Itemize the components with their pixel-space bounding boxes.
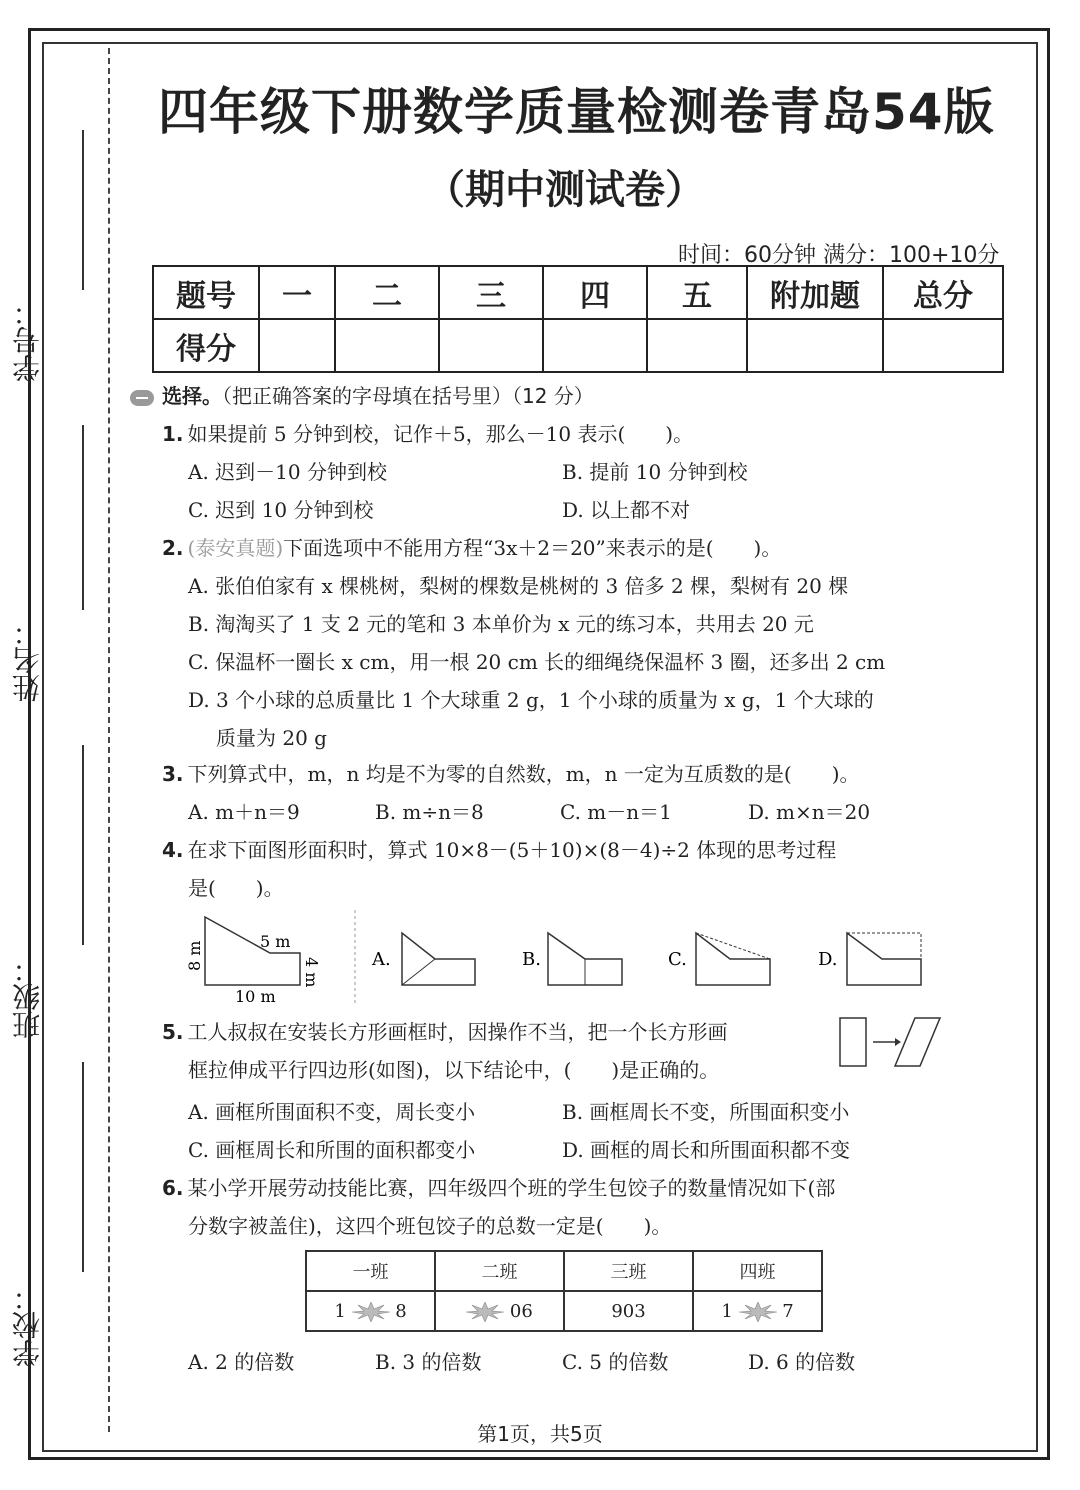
time-info: 时间：60分钟 满分：100+10分	[678, 243, 1000, 268]
q4-option-a-shape[interactable]	[402, 933, 475, 985]
score-header-cell: 二	[335, 266, 439, 319]
q5-option-b[interactable]: B. 画框周长不变，所围面积变小	[562, 1100, 850, 1124]
question-2	[162, 532, 781, 561]
side-line-student-id[interactable]	[82, 130, 84, 290]
section-title: 选择。	[162, 384, 222, 408]
score-header-cell: 一	[259, 266, 335, 319]
q5-option-a[interactable]: A. 画框所围面积不变，周长变小	[188, 1100, 476, 1124]
question-number: 4.	[162, 838, 184, 862]
covered-digits-icon	[352, 1302, 390, 1322]
q3-option-b[interactable]: B. m÷n＝8	[375, 800, 484, 824]
score-header-cell: 三	[439, 266, 543, 319]
cut-line	[108, 48, 110, 1432]
digits-before: 1	[721, 1300, 733, 1322]
page-footer: 第1页，共5页	[477, 1422, 603, 1446]
score-cell[interactable]	[439, 319, 543, 372]
covered-digits-icon	[739, 1302, 777, 1322]
dumpling-header-row	[306, 1251, 822, 1291]
q4-a-diag	[402, 959, 435, 985]
side-line-school[interactable]	[82, 1062, 84, 1272]
q3-option-c[interactable]: C. m－n＝1	[560, 800, 672, 824]
q3-option-d[interactable]: D. m×n＝20	[748, 800, 871, 824]
q4-option-d-label[interactable]: D.	[818, 949, 838, 970]
question-number: 5.	[162, 1020, 184, 1044]
dumpling-table	[305, 1250, 823, 1332]
question-4-cont: 是( )。	[188, 876, 284, 900]
question-text: 工人叔叔在安装长方形画框时，因操作不当，把一个长方形画	[187, 1020, 728, 1044]
score-cell[interactable]	[259, 319, 335, 372]
page-subtitle: （期中测试卷）	[425, 167, 705, 213]
q6-option-a[interactable]: A. 2 的倍数	[188, 1350, 295, 1374]
question-source: (泰安真题)	[187, 536, 284, 560]
score-cell[interactable]	[543, 319, 647, 372]
q5-option-d[interactable]: D. 画框的周长和所围面积都不变	[562, 1138, 851, 1162]
side-label-school: 学校：	[11, 1283, 44, 1367]
side-label-class: 班级：	[11, 955, 44, 1039]
section-heading	[130, 380, 594, 409]
question-number: 3.	[162, 762, 184, 786]
score-header-cell: 四	[543, 266, 647, 319]
score-header-cell: 五	[647, 266, 747, 319]
page-title: 四年级下册数学质量检测卷青岛54版	[158, 83, 995, 141]
dumpling-value-cell	[564, 1291, 693, 1331]
question-number: 1.	[162, 422, 184, 446]
q4-figure	[180, 905, 940, 1015]
score-header-cell: 题号	[153, 266, 259, 319]
question-6-cont: 分数字被盖住)，这四个班包饺子的总数一定是( )。	[188, 1214, 672, 1238]
dumpling-header-cell: 三班	[564, 1251, 693, 1291]
q1-option-a[interactable]: A. 迟到－10 分钟到校	[188, 460, 387, 484]
q4-option-d-shape[interactable]	[847, 933, 921, 985]
q6-option-d[interactable]: D. 6 的倍数	[748, 1350, 856, 1374]
question-3	[162, 758, 860, 787]
fig-label-top: 5 m	[260, 932, 291, 951]
side-label-name: 姓名：	[11, 618, 44, 702]
question-text: 下面选项中不能用方程“3x＋2＝20”来表示的是( )。	[283, 536, 782, 560]
score-table-header-row	[153, 266, 1003, 319]
q6-option-c[interactable]: C. 5 的倍数	[562, 1350, 669, 1374]
side-line-class[interactable]	[82, 745, 84, 945]
digits-after: 06	[509, 1300, 533, 1322]
score-row-label: 得分	[153, 319, 259, 372]
dumpling-header-cell: 四班	[693, 1251, 822, 1291]
q2-option-c[interactable]: C. 保温杯一圈长 x cm，用一根 20 cm 长的细绳绕保温杯 3 圈，还多出 2 cm	[188, 650, 886, 674]
q4-option-c-shape[interactable]	[696, 933, 770, 985]
q2-option-a[interactable]: A. 张伯伯家有 x 棵桃树，梨树的棵数是桃树的 3 倍多 2 棵，梨树有 20 棵	[188, 574, 849, 598]
score-cell[interactable]	[883, 319, 1003, 372]
score-cell[interactable]	[747, 319, 883, 372]
side-line-name[interactable]	[82, 425, 84, 610]
score-header-cell: 总分	[883, 266, 1003, 319]
digits-after: 7	[782, 1300, 794, 1322]
q2-option-d[interactable]: D. 3 个小球的总质量比 1 个大球重 2 g，1 个小球的质量为 x g，1 个大球的	[188, 688, 874, 712]
q1-option-b[interactable]: B. 提前 10 分钟到校	[562, 460, 748, 484]
dumpling-value-cell	[435, 1291, 564, 1331]
rectangle-frame	[840, 1018, 866, 1066]
question-number: 6.	[162, 1176, 184, 1200]
q1-option-d[interactable]: D. 以上都不对	[562, 498, 691, 522]
q1-option-c[interactable]: C. 迟到 10 分钟到校	[188, 498, 374, 522]
question-5	[162, 1016, 728, 1045]
question-1	[162, 418, 693, 447]
digits-before: 1	[334, 1300, 346, 1322]
question-text: 下列算式中，m，n 均是不为零的自然数，m，n 一定为互质数的是( )。	[187, 762, 860, 786]
question-text: 如果提前 5 分钟到校，记作＋5，那么－10 表示( )。	[187, 422, 694, 446]
q3-option-a[interactable]: A. m＋n＝9	[188, 800, 300, 824]
score-table	[152, 265, 1004, 373]
q5-option-c[interactable]: C. 画框周长和所围的面积都变小	[188, 1138, 476, 1162]
fig-label-bottom: 10 m	[235, 987, 276, 1006]
dumpling-header-cell: 二班	[435, 1251, 564, 1291]
dumpling-value-row	[306, 1291, 822, 1331]
q4-d-dash	[847, 933, 921, 959]
q4-option-c-label[interactable]: C.	[668, 949, 687, 970]
score-table-score-row	[153, 319, 1003, 372]
score-header-cell: 附加题	[747, 266, 883, 319]
question-4	[162, 834, 836, 863]
trapezoid-shape	[205, 917, 300, 985]
covered-digits-icon	[466, 1302, 504, 1322]
score-cell[interactable]	[335, 319, 439, 372]
score-cell[interactable]	[647, 319, 747, 372]
dumpling-value-cell	[693, 1291, 822, 1331]
question-text: 某小学开展劳动技能比赛，四年级四个班的学生包饺子的数量情况如下(部	[187, 1176, 836, 1200]
question-6	[162, 1172, 835, 1201]
question-number: 2.	[162, 536, 184, 560]
q4-option-a-label[interactable]: A.	[372, 949, 391, 970]
q5-figure	[835, 1014, 945, 1072]
q2-option-d-cont: 质量为 20 g	[216, 726, 327, 750]
fig-label-left: 8 m	[185, 940, 204, 971]
q4-option-b-label[interactable]: B.	[522, 949, 541, 970]
q6-option-b[interactable]: B. 3 的倍数	[375, 1350, 482, 1374]
section-instruction: （把正确答案的字母填在括号里）（12 分）	[222, 384, 594, 408]
q2-option-b[interactable]: B. 淘淘买了 1 支 2 元的笔和 3 本单价为 x 元的练习本，共用去 20 元	[188, 612, 814, 636]
section-badge-icon	[130, 390, 154, 406]
dumpling-value-cell	[306, 1291, 435, 1331]
digits-before: 903	[611, 1300, 646, 1322]
fig-label-right: 4 m	[302, 957, 321, 988]
question-text: 在求下面图形面积时，算式 10×8－(5＋10)×(8－4)÷2 体现的思考过程	[187, 838, 837, 862]
digits-after: 8	[395, 1300, 407, 1322]
side-label-student-id: 学号：	[11, 298, 44, 382]
parallelogram-frame	[895, 1018, 940, 1066]
arrow-right-icon	[895, 1038, 901, 1046]
q4-c-dash	[696, 933, 770, 959]
question-5-cont: 框拉伸成平行四边形(如图)，以下结论中，( )是正确的。	[188, 1058, 720, 1082]
dumpling-header-cell: 一班	[306, 1251, 435, 1291]
